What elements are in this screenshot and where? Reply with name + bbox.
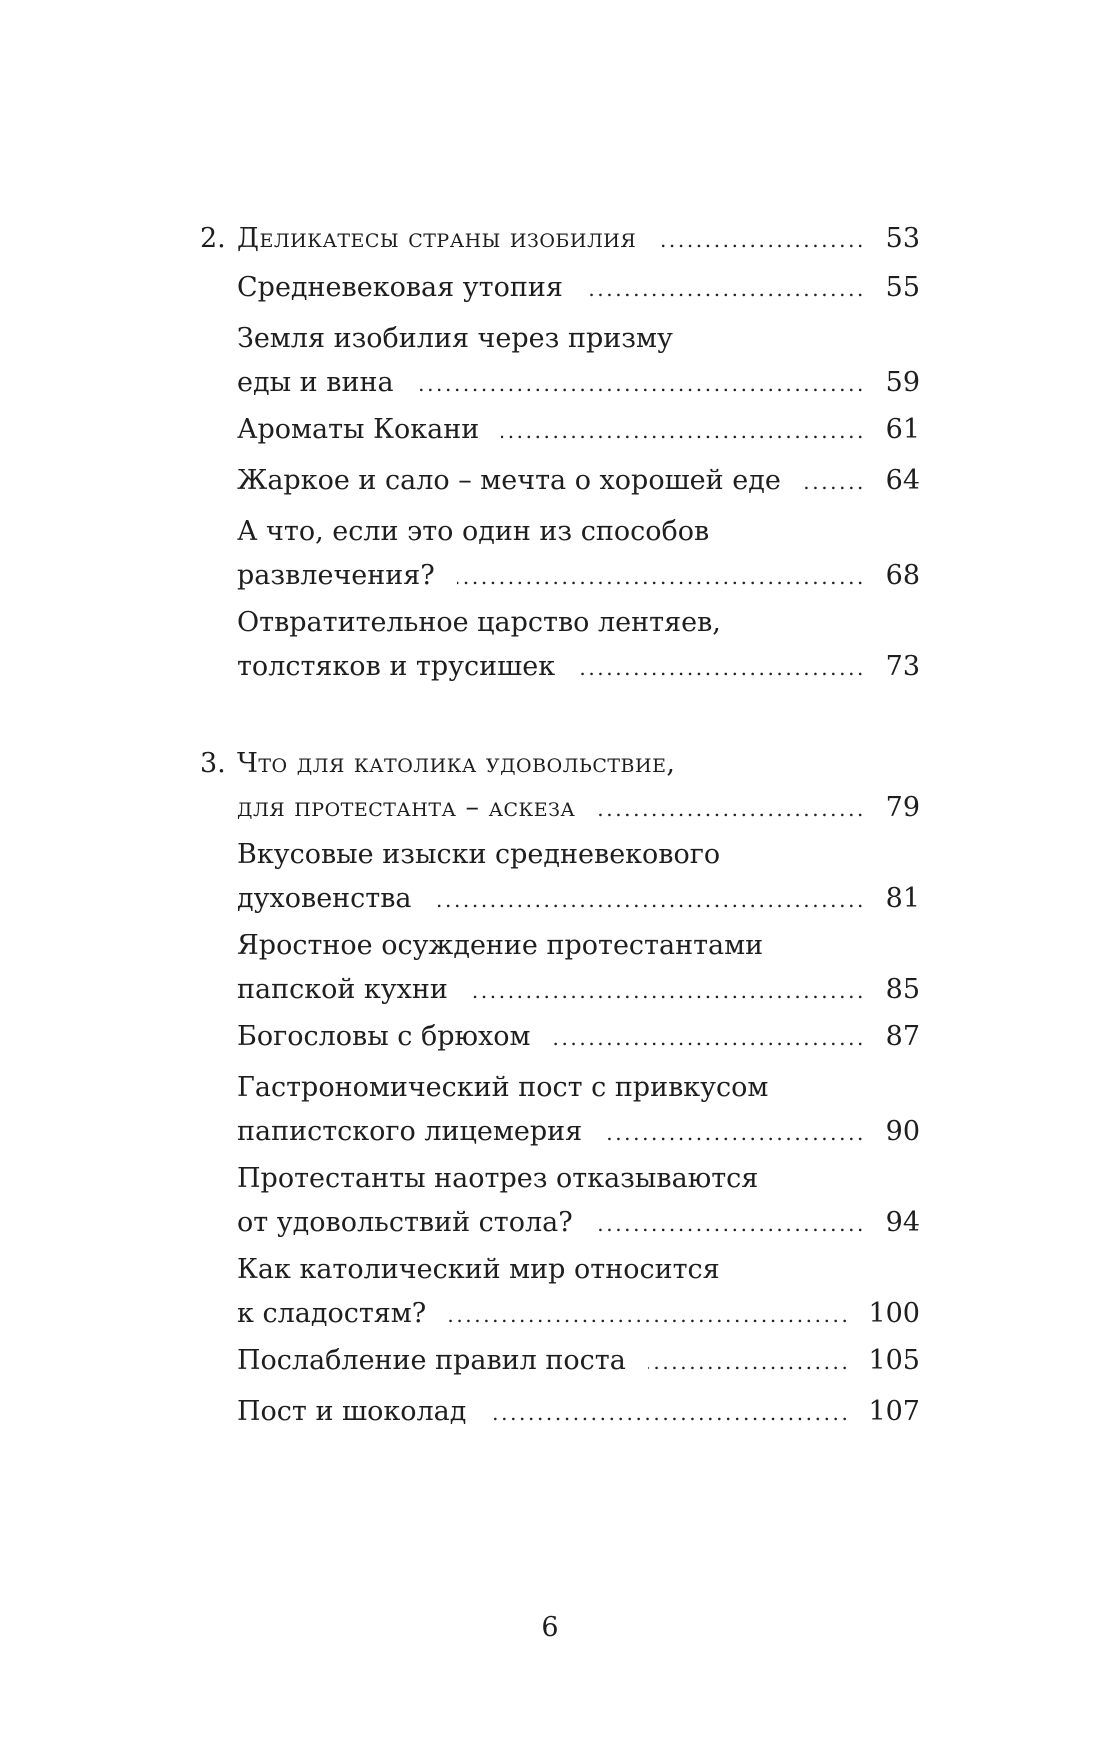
toc-entry[interactable]	[200, 457, 920, 506]
dot-leader	[597, 789, 866, 829]
entry-title-line-2: к сладостям?	[237, 1298, 427, 1329]
toc-entry[interactable]	[200, 599, 920, 688]
dot-leader	[501, 407, 866, 455]
entry-page-number: 55	[885, 272, 920, 303]
entry-title-line-2: от удовольствий стола?	[237, 1207, 573, 1238]
entry-page-number: 90	[885, 1116, 920, 1147]
dot-leader	[553, 1014, 866, 1062]
entry-title-line-2: папской кухни	[237, 974, 448, 1005]
entry-title-line-1: Яростное осуждение протестантами	[237, 930, 764, 961]
entry-title: Жаркое и сало – мечта о хорошей еде	[237, 465, 781, 496]
dot-leader	[488, 1389, 850, 1437]
chapter-heading[interactable]	[200, 740, 920, 829]
toc-entry[interactable]	[200, 831, 920, 920]
toc-entry[interactable]	[200, 1155, 920, 1244]
dot-leader	[470, 971, 866, 1011]
dot-leader	[658, 216, 866, 264]
dot-leader	[457, 557, 866, 597]
entry-page-number: 68	[885, 560, 920, 591]
dot-leader	[585, 265, 866, 313]
toc-entry[interactable]	[200, 1337, 920, 1386]
dot-leader	[803, 458, 866, 506]
entry-title-line-2: толстяков и трусишек	[237, 651, 556, 682]
dot-leader	[604, 1113, 866, 1153]
entry-title-line-1: Протестанты наотрез отказываются	[237, 1163, 759, 1194]
toc-entry[interactable]	[200, 922, 920, 1011]
entry-title-line-1: Гастрономический пост с привкусом	[237, 1072, 769, 1103]
dot-leader	[416, 364, 866, 404]
toc-entry[interactable]	[200, 1013, 920, 1062]
toc-entry[interactable]	[200, 508, 920, 597]
page-footer-number: 6	[541, 1612, 559, 1643]
entry-title-line-2: развлечения?	[237, 560, 435, 591]
chapter-page-number: 53	[885, 223, 920, 254]
entry-page-number: 64	[885, 465, 920, 496]
entry-page-number: 94	[885, 1207, 920, 1238]
dot-leader	[434, 880, 866, 920]
entry-page-number: 59	[885, 367, 920, 398]
toc-entry[interactable]	[200, 1388, 920, 1437]
entry-title: Послабление правил поста	[237, 1345, 626, 1376]
toc-entry[interactable]	[200, 264, 920, 313]
entry-title: Ароматы Кокани	[237, 414, 480, 445]
entry-page-number: 100	[868, 1298, 920, 1329]
entry-page-number: 107	[868, 1396, 920, 1427]
entry-title-line-2: папистского лицемерия	[237, 1116, 583, 1147]
chapter-number: 2.	[200, 223, 226, 254]
entry-title: Пост и шоколад	[237, 1396, 467, 1427]
entry-title-line-1: Отвратительное царство лентяев,	[237, 607, 721, 638]
chapter-title: Деликатесы страны изобилия	[237, 223, 637, 254]
toc-entry[interactable]	[200, 1064, 920, 1153]
dot-leader	[595, 1204, 866, 1244]
entry-title-line-1: Земля изобилия через призму	[237, 323, 673, 354]
chapter-title-line-2: для протестанта – аскеза	[237, 792, 576, 823]
dot-leader	[577, 648, 866, 688]
entry-page-number: 87	[885, 1021, 920, 1052]
chapter-heading[interactable]	[200, 215, 920, 264]
toc-chapter-2	[200, 215, 920, 688]
chapter-number: 3.	[200, 748, 226, 779]
chapter-page-number: 79	[885, 792, 920, 823]
dot-leader	[648, 1338, 851, 1386]
entry-title-line-2: еды и вина	[237, 367, 394, 398]
entry-page-number: 105	[868, 1345, 920, 1376]
entry-title: Богословы с брюхом	[237, 1021, 531, 1052]
entry-title: Средневековая утопия	[237, 272, 563, 303]
entry-page-number: 81	[885, 883, 920, 914]
entry-title-line-1: Вкусовые изыски средневекового	[237, 839, 721, 870]
toc-chapter-3	[200, 740, 920, 1437]
toc-entry[interactable]	[200, 1246, 920, 1335]
entry-title-line-1: Как католический мир относится	[237, 1254, 720, 1285]
dot-leader	[448, 1295, 850, 1335]
toc-entry[interactable]	[200, 315, 920, 404]
toc-entry[interactable]	[200, 406, 920, 455]
entry-page-number: 85	[885, 974, 920, 1005]
entry-page-number: 61	[885, 414, 920, 445]
entry-title-line-2: духовенства	[237, 883, 412, 914]
chapter-title-line-1: Что для католика удовольствие,	[237, 748, 676, 779]
table-of-contents	[200, 215, 920, 1439]
entry-page-number: 73	[885, 651, 920, 682]
entry-title-line-1: А что, если это один из способов	[237, 516, 710, 547]
